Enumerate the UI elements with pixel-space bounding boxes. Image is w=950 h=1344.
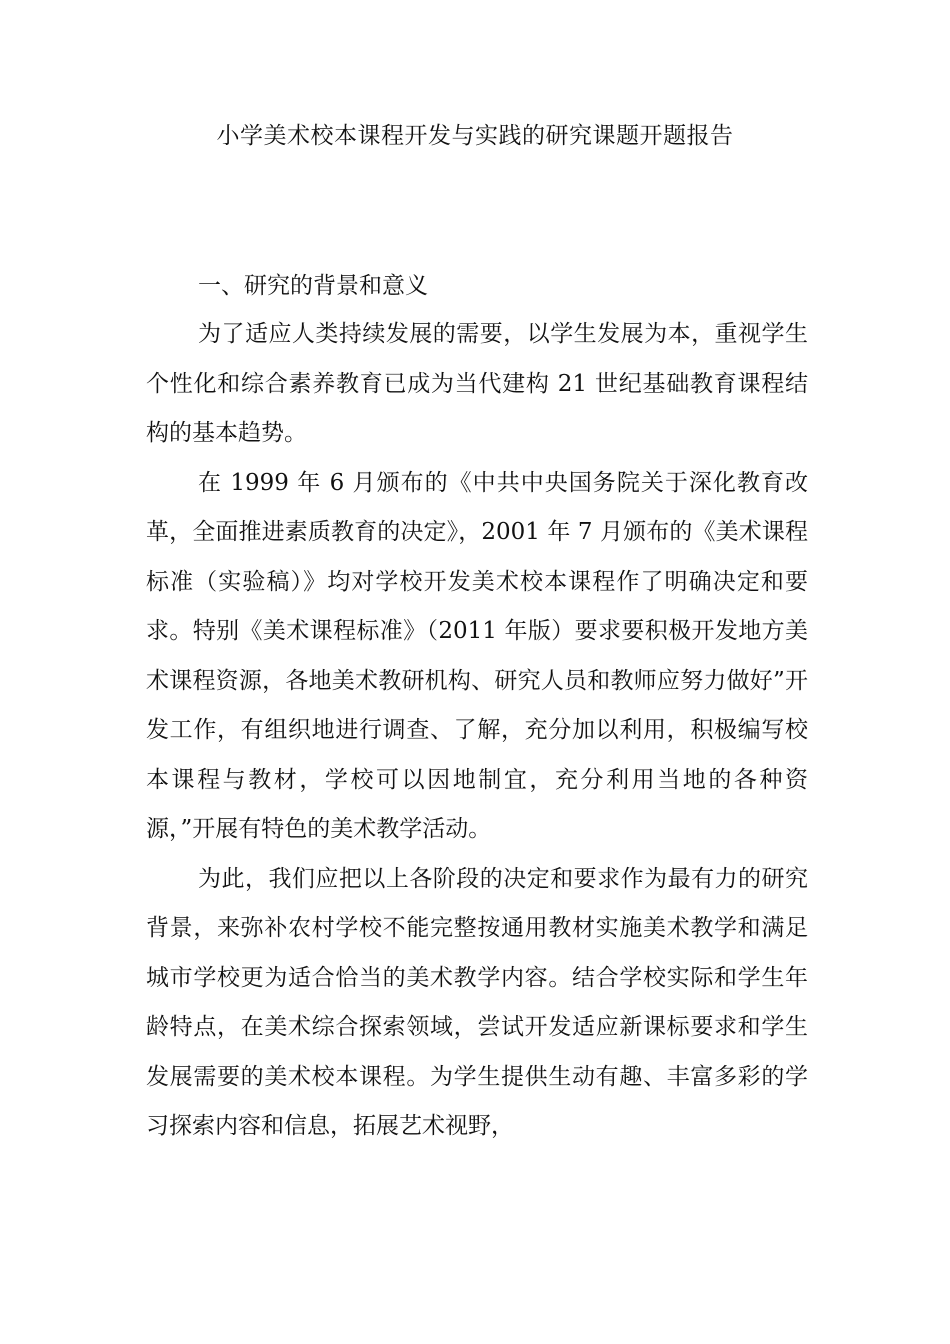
paragraph-2: 在 1999 年 6 月颁布的《中共中央国务院关于深化教育改革，全面推进素质教育的决定》，2001 年 7 月颁布的《美术课程标准（实验稿）》均对学校开发美术校本课程作了明确决定和要求。特别《美术课程标准》（2011 年版）要求要积极开发地方美术课程资源，各地美术教研机构、研究人员和教师应努力做好”开发工作，有组织地进行调查、了解，充分加以利用，积极编写校本课程与教材，学校可以因地制宜，充分利用当地的各种资源，”开展有特色的美术教学活动。 (146, 469, 808, 842)
paragraph-3: 为此，我们应把以上各阶段的决定和要求作为最有力的研究背景，来弥补农村学校不能完整按通用教材实施美术教学和满足城市学校更为适合恰当的美术教学内容。结合学校实际和学生年龄特点，在美术综合探索领域，尝试开发适应新课标要求和学生发展需要的美术校本课程。为学生提供生动有趣、丰富多彩的学习探索内容和信息，拓展艺术视野， (146, 865, 808, 1139)
document-body (146, 262, 808, 1152)
paragraph-1: 为了适应人类持续发展的需要，以学生发展为本，重视学生个性化和综合素养教育已成为当代建构 21 世纪基础教育课程结构的基本趋势。 (146, 321, 808, 446)
document-title: 小学美术校本课程开发与实践的研究课题开题报告 (216, 123, 734, 149)
section-heading: 一、研究的背景和意义 (198, 273, 428, 299)
